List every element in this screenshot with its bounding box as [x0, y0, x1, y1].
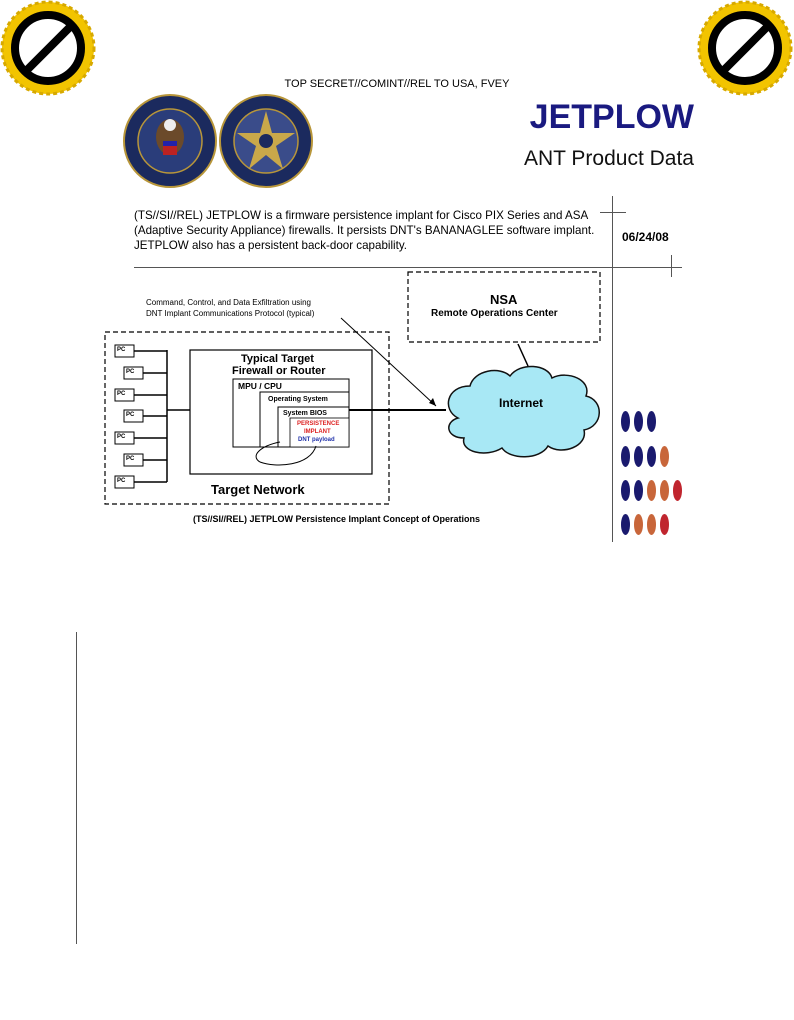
css-seal [220, 95, 312, 187]
dot [634, 411, 643, 432]
dot [634, 446, 643, 467]
product-description: (TS//SI//REL) JETPLOW is a firmware persistence implant for Cisco PIX Series and ASA (Adaptive Security Appliance) firewalls. It persists DNT's BANANAGLEE software implant. JETPLOW also has a persistent back-door capability. [134, 209, 595, 252]
target-title: Typical Target [241, 353, 314, 365]
nsa-label: NSA [490, 292, 518, 307]
pc-label: PC [117, 434, 126, 440]
persistence-label: IMPLANT [304, 429, 331, 435]
dot [634, 480, 643, 501]
classification-banner: TOP SECRET//COMINT//REL TO USA, FVEY [284, 78, 510, 90]
dot [647, 446, 656, 467]
nsa-seal [124, 95, 216, 187]
frame-tick [600, 212, 626, 213]
target-title: Firewall or Router [232, 365, 326, 377]
target-network-label: Target Network [211, 482, 305, 497]
frame-tick [671, 255, 672, 277]
roc-label: Remote Operations Center [431, 308, 558, 319]
dot [660, 480, 669, 501]
product-subtitle: ANT Product Data [523, 147, 694, 170]
dot [621, 446, 630, 467]
dot [673, 480, 682, 501]
mpu-label: MPU / CPU [238, 381, 282, 391]
persistence-label: PERSISTENCE [297, 421, 340, 427]
dot [647, 411, 656, 432]
pc-label: PC [117, 391, 126, 397]
pc-label: PC [117, 478, 126, 484]
bios-label: System BIOS [283, 410, 327, 417]
callout-text: Command, Control, and Data Exfiltration using [146, 298, 311, 307]
callout-text: DNT Implant Communications Protocol (typical) [146, 309, 315, 318]
pc-label: PC [117, 347, 126, 353]
page-margin-line [76, 632, 77, 944]
dot [647, 480, 656, 501]
payload-label: DNT payload [298, 437, 335, 443]
pc-label: PC [126, 412, 135, 418]
product-title: JETPLOW [529, 98, 694, 136]
document-date: 06/24/08 [622, 230, 669, 244]
dot [621, 411, 630, 432]
dot [621, 480, 630, 501]
pc-label: PC [126, 456, 135, 462]
frame-line-horizontal [134, 267, 682, 268]
dot [634, 514, 643, 535]
agency-seals [123, 93, 313, 189]
dot [647, 514, 656, 535]
internet-label: Internet [499, 396, 544, 410]
internet-cloud [448, 366, 599, 456]
dot [621, 514, 630, 535]
pc-label: PC [126, 369, 135, 375]
dot [660, 446, 669, 467]
dot [660, 514, 669, 535]
diagram-caption: (TS//SI//REL) JETPLOW Persistence Implant Concept of Operations [193, 514, 481, 524]
os-label: Operating System [268, 396, 328, 403]
frame-line-vertical [612, 196, 613, 542]
